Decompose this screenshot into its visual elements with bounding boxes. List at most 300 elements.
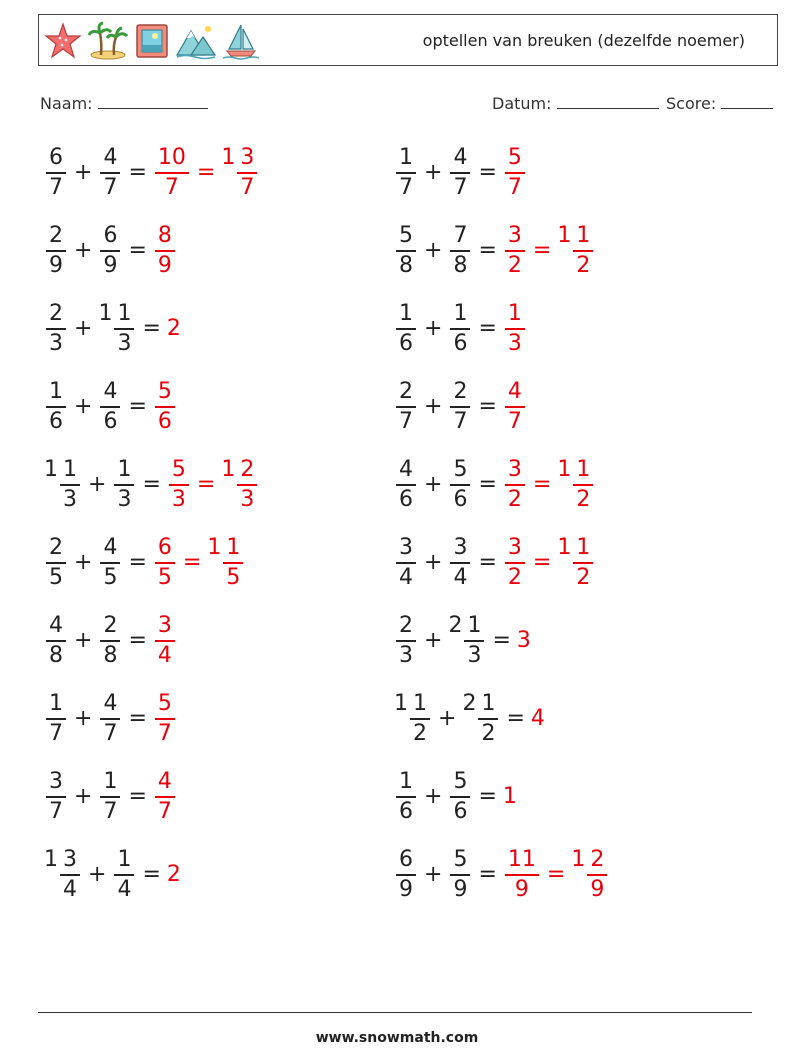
- numerator: 5: [399, 223, 413, 249]
- denominator: 6: [103, 408, 118, 434]
- fraction: [478, 693, 498, 745]
- denominator: 9: [590, 876, 605, 902]
- fraction: [464, 615, 484, 667]
- problem-item: [394, 844, 609, 904]
- numerator: 1: [117, 457, 132, 483]
- whole-part: 2: [462, 691, 477, 717]
- fraction: [396, 771, 416, 823]
- problem-item: [394, 766, 517, 826]
- numerator: 4: [157, 769, 172, 795]
- fraction: [505, 459, 525, 511]
- numerator: 6: [157, 535, 172, 561]
- numerator: 2: [49, 223, 63, 249]
- mixed-number: [167, 862, 181, 887]
- answer: [153, 223, 177, 277]
- numerator: 5: [453, 457, 468, 483]
- denominator: 3: [240, 486, 255, 512]
- equals-sign: =: [492, 627, 511, 653]
- plus-sign: +: [74, 783, 93, 809]
- numerator: 5: [157, 379, 172, 405]
- date-line: [557, 94, 659, 109]
- equals-sign: =: [182, 549, 202, 575]
- fraction: [237, 147, 257, 199]
- denominator: 5: [157, 564, 172, 590]
- equals-sign: =: [142, 861, 161, 887]
- equals-sign: =: [142, 315, 161, 341]
- fraction: [396, 459, 416, 511]
- mixed-number: [98, 691, 122, 745]
- fraction: [100, 537, 120, 589]
- denominator: 8: [399, 252, 413, 278]
- whole-part: 1: [394, 691, 408, 717]
- numerator: 4: [49, 613, 63, 639]
- numerator: 5: [453, 769, 468, 795]
- mixed-number: [448, 613, 486, 667]
- fraction: [46, 303, 66, 355]
- fraction: [396, 537, 416, 589]
- fraction: [60, 459, 80, 511]
- answer: [503, 784, 517, 809]
- equals-sign: =: [128, 783, 147, 809]
- whole-part: 1: [557, 223, 572, 249]
- equals-sign: =: [532, 471, 552, 497]
- numerator: 4: [103, 379, 118, 405]
- equals-sign: =: [196, 159, 216, 185]
- problem-item: [44, 298, 181, 358]
- denominator: 7: [157, 720, 172, 746]
- worksheet-title: optellen van breuken (dezelfde noemer): [422, 31, 745, 50]
- denominator: 3: [467, 642, 482, 668]
- fraction: [396, 225, 416, 277]
- numerator: 6: [399, 847, 413, 873]
- denominator: 7: [49, 798, 63, 824]
- fraction: [46, 537, 66, 589]
- mixed-number: [503, 535, 527, 589]
- mixed-number: [44, 457, 82, 511]
- denominator: 2: [576, 564, 591, 590]
- denominator: 6: [453, 798, 468, 824]
- plus-sign: +: [424, 549, 443, 575]
- denominator: 7: [49, 174, 63, 200]
- denominator: 3: [49, 330, 63, 356]
- problem-item: [394, 688, 545, 748]
- numerator: 1: [481, 691, 496, 717]
- answer: [153, 691, 177, 745]
- mixed-number: [448, 847, 472, 901]
- denominator: 8: [103, 642, 118, 668]
- mixed-number: [167, 316, 181, 341]
- problem-item: [44, 688, 177, 748]
- problem-item: [44, 454, 259, 514]
- numerator: 6: [103, 223, 118, 249]
- denominator: 7: [157, 798, 172, 824]
- numerator: 3: [453, 535, 468, 561]
- plus-sign: +: [424, 783, 443, 809]
- equals-sign: =: [128, 159, 147, 185]
- problem-item: [44, 142, 259, 202]
- answer: [153, 769, 177, 823]
- numerator: 3: [507, 223, 522, 249]
- fraction: [450, 147, 470, 199]
- denominator: 2: [576, 486, 591, 512]
- numerator: 3: [157, 613, 172, 639]
- mixed-number: [98, 535, 122, 589]
- plus-sign: +: [74, 237, 93, 263]
- date-label: Datum:: [492, 94, 552, 113]
- fraction: [505, 303, 525, 355]
- answer: [503, 379, 527, 433]
- equals-sign: =: [478, 783, 497, 809]
- numerator: 1: [49, 379, 63, 405]
- numerator: 4: [103, 691, 118, 717]
- denominator: 4: [117, 876, 132, 902]
- equals-sign: =: [478, 315, 497, 341]
- denominator: 6: [399, 486, 413, 512]
- fraction: [100, 771, 120, 823]
- denominator: 3: [399, 642, 413, 668]
- mixed-number: [112, 457, 136, 511]
- numerator: 1: [399, 145, 413, 171]
- mixed-number: [167, 457, 191, 511]
- plus-sign: +: [424, 471, 443, 497]
- numerator: 4: [103, 145, 118, 171]
- answer: [167, 862, 181, 887]
- fraction: [46, 615, 66, 667]
- mixed-number: [44, 379, 68, 433]
- numerator: 1: [103, 769, 118, 795]
- mixed-number: [44, 847, 82, 901]
- fraction: [46, 225, 66, 277]
- fraction: [237, 459, 257, 511]
- mixed-number: [394, 613, 418, 667]
- numerator: 2: [399, 613, 413, 639]
- plus-sign: +: [424, 159, 443, 185]
- mixed-number: [503, 847, 541, 901]
- mixed-number: [207, 535, 245, 589]
- denominator: 8: [49, 642, 63, 668]
- fraction: [46, 381, 66, 433]
- mixed-number: [44, 145, 68, 199]
- fraction: [155, 615, 175, 667]
- fraction: [396, 615, 416, 667]
- numerator: 2: [453, 379, 468, 405]
- fraction: [169, 459, 189, 511]
- whole-part: 1: [221, 145, 236, 171]
- fraction: [450, 303, 470, 355]
- fraction: [450, 225, 470, 277]
- mixed-number: [153, 535, 177, 589]
- numerator: 1: [399, 301, 413, 327]
- fraction: [100, 147, 120, 199]
- denominator: 7: [103, 174, 118, 200]
- numerator: 3: [507, 457, 522, 483]
- problem-item: [44, 532, 245, 592]
- denominator: 8: [453, 252, 468, 278]
- problem-item: [394, 298, 527, 358]
- equals-sign: =: [478, 549, 497, 575]
- whole-part: 1: [44, 457, 58, 483]
- plus-sign: +: [88, 471, 107, 497]
- plus-sign: +: [424, 861, 443, 887]
- fraction: [223, 537, 243, 589]
- numerator: 4: [507, 379, 522, 405]
- denominator: 2: [507, 252, 522, 278]
- numerator: 8: [157, 223, 172, 249]
- numerator: 1: [576, 457, 591, 483]
- equals-sign: =: [196, 471, 216, 497]
- equals-sign: =: [128, 627, 147, 653]
- numerator: 5: [171, 457, 186, 483]
- numerator: 2: [103, 613, 118, 639]
- denominator: 3: [63, 486, 77, 512]
- denominator: 7: [507, 174, 522, 200]
- whole-part: 2: [166, 861, 181, 887]
- fraction: [396, 147, 416, 199]
- fraction: [450, 459, 470, 511]
- equals-sign: =: [142, 471, 161, 497]
- denominator: 6: [49, 408, 63, 434]
- fraction: [155, 381, 175, 433]
- answer: [517, 628, 531, 653]
- mixed-number: [557, 457, 595, 511]
- numerator: 1: [49, 691, 63, 717]
- fraction: [505, 537, 525, 589]
- mixed-number: [394, 145, 418, 199]
- footer-url: www.snowmath.com: [315, 1030, 479, 1046]
- plus-sign: +: [424, 315, 443, 341]
- fraction: [573, 225, 593, 277]
- denominator: 5: [49, 564, 63, 590]
- name-line: [98, 94, 208, 109]
- denominator: 4: [453, 564, 468, 590]
- denominator: 9: [49, 252, 63, 278]
- denominator: 7: [399, 174, 413, 200]
- mixed-number: [394, 379, 418, 433]
- mixed-number: [503, 301, 527, 355]
- denominator: 4: [157, 642, 172, 668]
- fraction: [114, 849, 134, 901]
- plus-sign: +: [74, 315, 93, 341]
- numerator: 1: [117, 847, 132, 873]
- problem-item: [44, 844, 181, 904]
- mixed-number: [44, 769, 68, 823]
- mixed-number: [448, 223, 472, 277]
- worksheet-header: [38, 14, 778, 66]
- whole-part: 1: [571, 847, 586, 873]
- fraction: [396, 849, 416, 901]
- mixed-number: [153, 769, 177, 823]
- mixed-number: [221, 457, 259, 511]
- problem-item: [394, 220, 595, 280]
- whole-part: 1: [221, 457, 236, 483]
- mixed-number: [394, 769, 418, 823]
- numerator: 1: [226, 535, 241, 561]
- plus-sign: +: [424, 393, 443, 419]
- denominator: 9: [157, 252, 172, 278]
- fraction: [396, 381, 416, 433]
- plus-sign: +: [74, 393, 93, 419]
- fraction: [505, 849, 539, 901]
- problem-item: [394, 454, 595, 514]
- mixed-number: [98, 379, 122, 433]
- palm-island-icon: [87, 21, 129, 61]
- denominator: 7: [453, 174, 468, 200]
- whole-part: 1: [98, 301, 113, 327]
- numerator: 2: [240, 457, 255, 483]
- answer: [503, 223, 595, 277]
- numerator: 5: [453, 847, 468, 873]
- numerator: 11: [507, 847, 536, 873]
- mixed-number: [98, 613, 122, 667]
- plus-sign: +: [74, 705, 93, 731]
- mixed-number: [571, 847, 609, 901]
- numerator: 3: [507, 535, 522, 561]
- numerator: 3: [63, 847, 77, 873]
- denominator: 2: [507, 486, 522, 512]
- denominator: 6: [399, 330, 413, 356]
- mixed-number: [98, 301, 136, 355]
- denominator: 2: [507, 564, 522, 590]
- answer: [503, 847, 609, 901]
- mixed-number: [557, 223, 595, 277]
- equals-sign: =: [506, 705, 525, 731]
- picture-frame-icon: [133, 21, 171, 61]
- denominator: 7: [240, 174, 255, 200]
- fraction: [410, 693, 430, 745]
- mixed-number: [98, 769, 122, 823]
- equals-sign: =: [128, 237, 147, 263]
- mixed-number: [503, 145, 527, 199]
- mixed-number: [98, 145, 122, 199]
- answer: [153, 379, 177, 433]
- whole-part: 1: [557, 535, 572, 561]
- plus-sign: +: [74, 549, 93, 575]
- denominator: 7: [103, 798, 118, 824]
- fraction: [155, 693, 175, 745]
- mixed-number: [394, 457, 418, 511]
- numerator: 4: [103, 535, 118, 561]
- fraction: [114, 459, 134, 511]
- whole-part: 4: [530, 705, 545, 731]
- fraction: [100, 693, 120, 745]
- starfish-icon: [43, 21, 83, 61]
- answer: [153, 145, 259, 199]
- problem-item: [394, 610, 531, 670]
- equals-sign: =: [478, 237, 497, 263]
- mixed-number: [531, 706, 545, 731]
- numerator: 2: [49, 301, 63, 327]
- whole-part: 1: [557, 457, 572, 483]
- plus-sign: +: [74, 627, 93, 653]
- denominator: 9: [514, 876, 529, 902]
- denominator: 3: [507, 330, 522, 356]
- denominator: 2: [413, 720, 427, 746]
- date-field: [492, 94, 659, 113]
- fraction: [46, 771, 66, 823]
- score-line: [721, 94, 773, 109]
- mixed-number: [221, 145, 259, 199]
- answer: [503, 301, 527, 355]
- fraction: [450, 381, 470, 433]
- whole-part: 1: [44, 847, 58, 873]
- denominator: 9: [103, 252, 118, 278]
- problem-item: [44, 610, 177, 670]
- score-field: [666, 94, 773, 113]
- mixed-number: [112, 847, 136, 901]
- fraction: [100, 381, 120, 433]
- answer: [503, 457, 595, 511]
- plus-sign: +: [74, 159, 93, 185]
- denominator: 7: [103, 720, 118, 746]
- mixed-number: [503, 784, 517, 809]
- fraction: [155, 537, 175, 589]
- denominator: 2: [576, 252, 591, 278]
- mixed-number: [44, 691, 68, 745]
- problem-item: [394, 142, 527, 202]
- equals-sign: =: [478, 861, 497, 887]
- answer: [531, 706, 545, 731]
- mixed-number: [394, 847, 418, 901]
- numerator: 2: [399, 379, 413, 405]
- denominator: 7: [164, 174, 179, 200]
- numerator: 1: [507, 301, 522, 327]
- mixed-number: [153, 145, 191, 199]
- problem-item: [44, 220, 177, 280]
- answer: [167, 316, 181, 341]
- fraction: [450, 771, 470, 823]
- plus-sign: +: [424, 237, 443, 263]
- answer: [153, 535, 245, 589]
- numerator: 2: [590, 847, 605, 873]
- equals-sign: =: [128, 705, 147, 731]
- answer: [153, 613, 177, 667]
- problem-item: [394, 376, 527, 436]
- denominator: 9: [399, 876, 413, 902]
- denominator: 9: [453, 876, 468, 902]
- problem-item: [394, 532, 595, 592]
- equals-sign: =: [532, 237, 552, 263]
- fraction: [450, 849, 470, 901]
- mixed-number: [44, 535, 68, 589]
- denominator: 5: [103, 564, 118, 590]
- mixed-number: [44, 223, 68, 277]
- equals-sign: =: [478, 393, 497, 419]
- numerator: 1: [413, 691, 427, 717]
- plus-sign: +: [88, 861, 107, 887]
- fraction: [155, 771, 175, 823]
- fraction: [450, 537, 470, 589]
- fraction: [46, 147, 66, 199]
- equals-sign: =: [478, 159, 497, 185]
- denominator: 7: [399, 408, 413, 434]
- fraction: [587, 849, 607, 901]
- numerator: 10: [157, 145, 186, 171]
- mixed-number: [44, 613, 68, 667]
- plus-sign: +: [438, 705, 457, 731]
- mixed-number: [394, 223, 418, 277]
- mixed-number: [448, 457, 472, 511]
- fraction: [573, 459, 593, 511]
- equals-sign: =: [478, 471, 497, 497]
- whole-part: 2: [166, 315, 181, 341]
- mixed-number: [153, 613, 177, 667]
- mixed-number: [98, 223, 122, 277]
- mixed-number: [557, 535, 595, 589]
- mixed-number: [462, 691, 500, 745]
- fraction: [396, 303, 416, 355]
- mixed-number: [503, 223, 527, 277]
- denominator: 3: [117, 330, 132, 356]
